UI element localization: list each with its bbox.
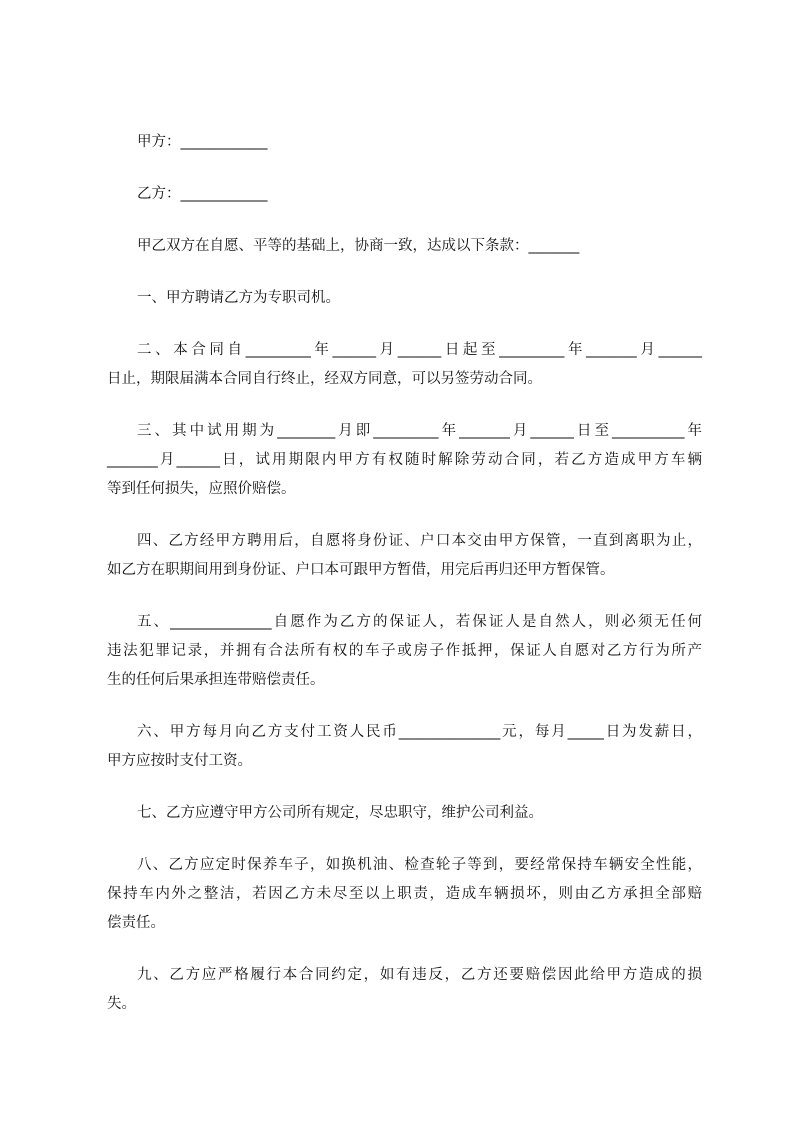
clause-5 (107, 608, 702, 695)
clause-6-line: 六、甲方每月向乙方支付工资人民币______________元，每月_____日为发薪日， (137, 724, 702, 740)
clause-2 (107, 336, 702, 394)
clause-3 (107, 417, 702, 504)
clause-3-line: 三、其中试用期为________月即_________年_______月______日至__________年 (137, 423, 702, 439)
clause-9-line: 失。 (107, 996, 136, 1012)
clause-8-line: 八、乙方应定时保养车子，如换机油、检查轮子等到，要经常保持车辆安全性能， (137, 857, 702, 873)
contract-body (107, 128, 702, 1019)
clause-4 (107, 527, 702, 585)
clause-7: 七、乙方应遵守甲方公司所有规定，尽忠职守，维护公司利益。 (137, 805, 543, 821)
clause-2-line: 日止，期限届满本合同自行终止，经双方同意，可以另签劳动合同。 (107, 371, 542, 387)
clause-5-line: 五、______________自愿作为乙方的保证人，若保证人是自然人，则必须无任何 (137, 614, 702, 630)
clause-3-line: 等到任何损失，应照价赔偿。 (107, 481, 296, 497)
clause-1: 一、甲方聘请乙方为专职司机。 (137, 290, 340, 306)
intro-clause: 甲乙双方在自愿、平等的基础上，协商一致，达成以下条款：_______ (137, 238, 580, 254)
clause-5-line: 违法犯罪记录，并拥有合法所有权的车子或房子作抵押，保证人自愿对乙方行为所产 (107, 643, 702, 659)
party-b-line: 乙方：____________ (137, 186, 268, 202)
party-a-line: 甲方：____________ (137, 134, 268, 150)
clause-3-line: _______月______日，试用期限内甲方有权随时解除劳动合同，若乙方造成甲方车辆 (107, 452, 702, 468)
clause-5-line: 生的任何后果承担连带赔偿责任。 (107, 672, 325, 688)
clause-2-line: 二、本合同自_________年______月______日起至_________年_______月______ (137, 342, 702, 358)
clause-9-line: 九、乙方应严格履行本合同约定，如有违反，乙方还要赔偿因此给甲方造成的损 (137, 967, 702, 983)
clause-6-line: 甲方应按时支付工资。 (107, 753, 252, 769)
clause-4-line: 如乙方在职期间用到身份证、户口本可跟甲方暂借，用完后再归还甲方暂保管。 (107, 562, 615, 578)
clause-6 (107, 718, 702, 776)
clause-9 (107, 961, 702, 1019)
clause-8-line: 保持车内外之整洁，若因乙方未尽至以上职责，造成车辆损坏，则由乙方承担全部赔 (107, 886, 702, 902)
clause-4-line: 四、乙方经甲方聘用后，自愿将身份证、户口本交由甲方保管，一直到离职为止， (137, 533, 702, 549)
clause-8-line: 偿责任。 (107, 915, 165, 931)
clause-8 (107, 851, 702, 938)
